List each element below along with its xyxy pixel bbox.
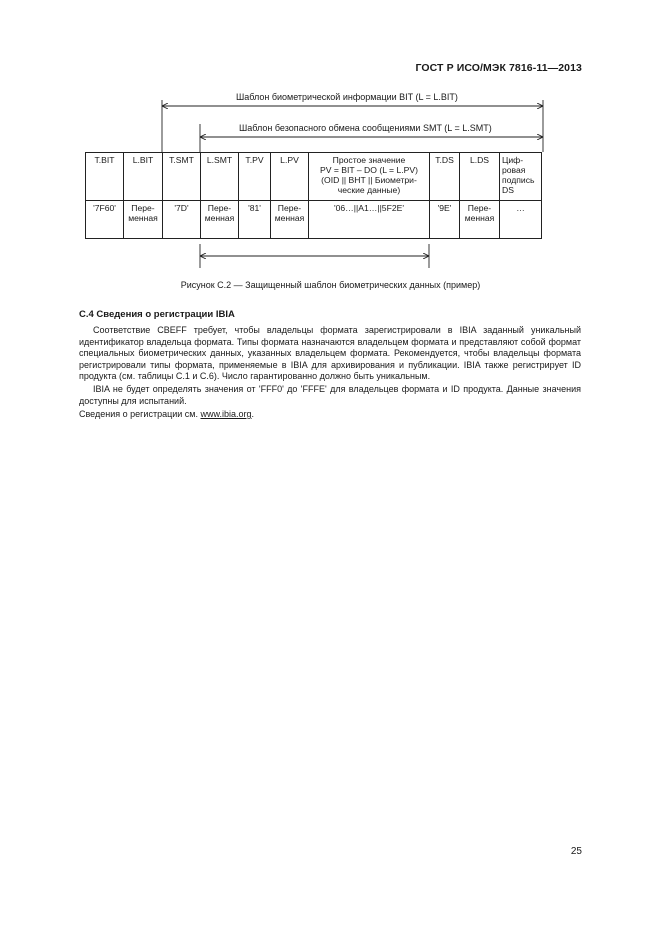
paragraph-1-text: Соответствие CBEFF требует, чтобы владельцы формата зарегистрировали в IBIA заданный уникальный идентификатор владельца формата. Типы формата назначаются владельцем формата и представляют собой формат специальных биометрических данных, указанных владельцем формата. Рекомендуется, чтобы владельцы формата регистрировали типы формата, применяемые в IBIA для архивирования и публикации. IBIA также регистрирует ID продукта (см. таблицы С.1 и С.6). Число гарантированно должно быть уникальным. [79, 325, 581, 382]
value-cell: '7F60' [86, 201, 124, 239]
header-cell: L.DS [460, 153, 500, 201]
header-cell: L.SMT [201, 153, 239, 201]
standard-header: ГОСТ Р ИСО/МЭК 7816-11—2013 [415, 62, 582, 74]
value-cell: '81' [239, 201, 271, 239]
bit-span-label: Шаблон биометрической информации BIT (L = L.BIT) [233, 92, 461, 102]
header-cell: L.PV [271, 153, 309, 201]
paragraph-2 [79, 384, 581, 407]
value-cell: '06…||A1…||5F2E' [309, 201, 430, 239]
smt-span-label: Шаблон безопасного обмена сообщениями SMT (L = L.SMT) [236, 123, 495, 133]
table-value-row [86, 201, 542, 239]
ibia-link[interactable]: www.ibia.org [200, 409, 252, 419]
header-cell: T.PV [239, 153, 271, 201]
value-cell: … [500, 201, 542, 239]
header-cell: L.BIT [124, 153, 163, 201]
value-cell: Пере- менная [271, 201, 309, 239]
header-cell: T.DS [430, 153, 460, 201]
table-header-row [86, 153, 542, 201]
figure-caption: Рисунок С.2 — Защищенный шаблон биометрических данных (пример) [180, 280, 481, 290]
paragraph-1 [79, 325, 581, 383]
value-cell: '9E' [430, 201, 460, 239]
value-cell: '7D' [163, 201, 201, 239]
template-table [85, 152, 542, 239]
paragraph-2-text: IBIA не будет определять значения от 'FFF0' до 'FFFE' для владельцев формата и ID продукта. Данные значения доступны для испытаний. [79, 384, 581, 406]
header-cell: Простое значение PV = BIT – DO (L = L.PV) (OID || BHT || Биометри- ческие данные) [309, 153, 430, 201]
header-cell: T.SMT [163, 153, 201, 201]
value-cell: Пере- менная [124, 201, 163, 239]
header-cell: T.BIT [86, 153, 124, 201]
paragraph-3 [79, 409, 581, 421]
paragraph-3-suffix: . [251, 409, 255, 419]
header-cell: Циф- ровая подпись DS [500, 153, 542, 201]
paragraph-3-prefix: Сведения о регистрации см. [79, 409, 201, 419]
section-title: С.4 Сведения о регистрации IBIA [79, 309, 235, 320]
page-number: 25 [570, 846, 582, 857]
figure-brackets [0, 0, 661, 300]
value-cell: Пере- менная [201, 201, 239, 239]
value-cell: Пере- менная [460, 201, 500, 239]
